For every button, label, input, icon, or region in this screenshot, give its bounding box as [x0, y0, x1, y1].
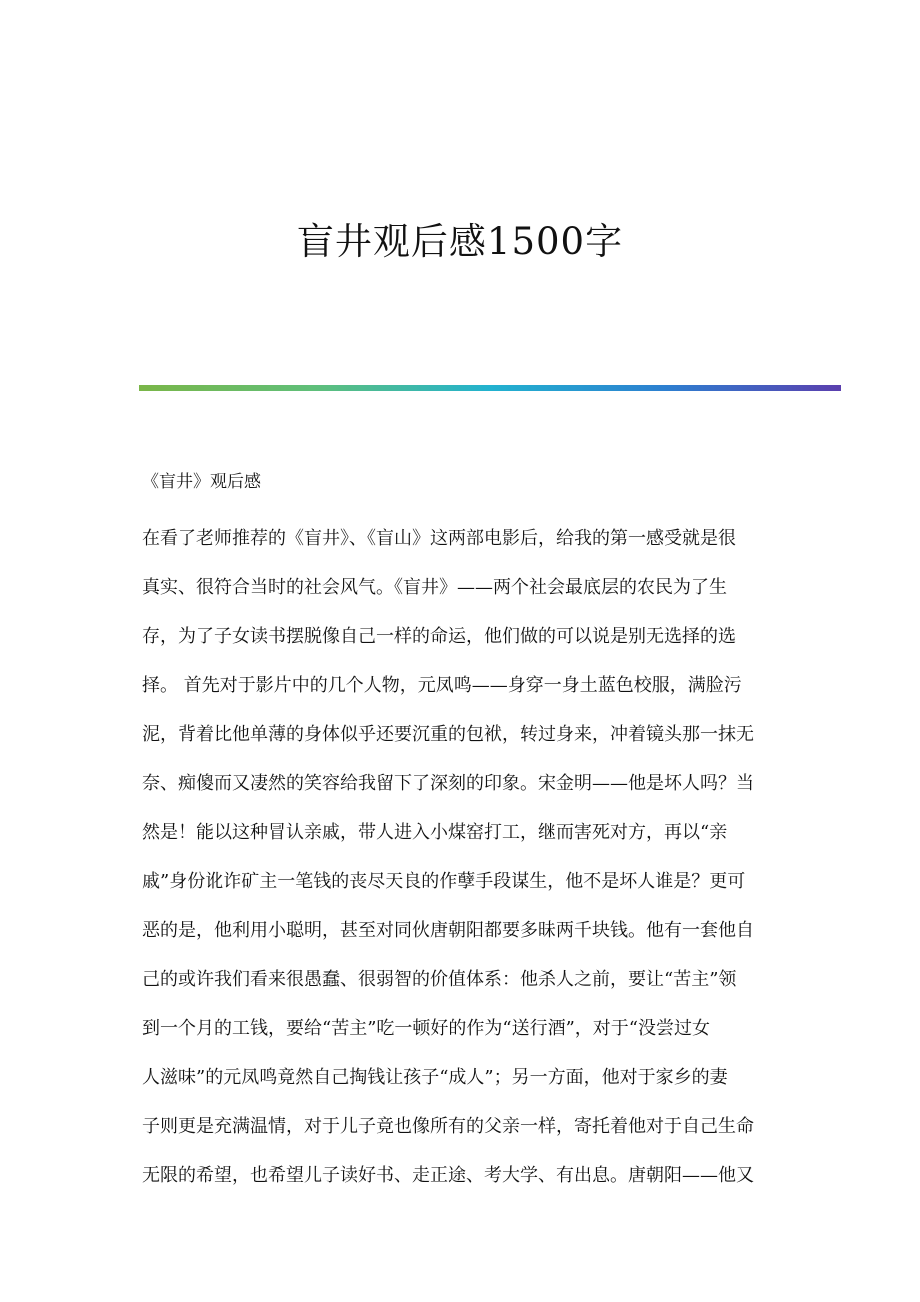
decorative-gradient-rule	[139, 385, 841, 391]
text-line: 己的或许我们看来很愚蠢、很弱智的价值体系：他杀人之前，要让“苦主”领	[142, 969, 737, 990]
text-line: 在看了老师推荐的《盲井》、《盲山》这两部电影后，给我的第一感受就是很	[142, 528, 736, 549]
text-line: 奈、痴傻而又凄然的笑容给我留下了深刻的印象。宋金明——他是坏人吗？当	[142, 773, 754, 794]
text-line: 存，为了子女读书摆脱像自己一样的命运，他们做的可以说是别无选择的选	[142, 626, 736, 647]
body-paragraph	[142, 522, 782, 1208]
text-line: 恶的是，他利用小聪明，甚至对同伙唐朝阳都要多昧两千块钱。他有一套他自	[142, 920, 754, 941]
text-line: 无限的希望，也希望儿子读好书、走正途、考大学、有出息。唐朝阳——他又	[142, 1165, 754, 1186]
text-line: 真实、很符合当时的社会风气。《盲井》——两个社会最底层的农民为了生	[142, 577, 727, 598]
text-line: 子则更是充满温情，对于儿子竟也像所有的父亲一样，寄托着他对于自己生命	[142, 1116, 754, 1137]
text-line: 泥，背着比他单薄的身体似乎还要沉重的包袱，转过身来，冲着镜头那一抹无	[142, 724, 754, 745]
document-title: 盲井观后感1500字	[296, 220, 624, 263]
text-line: 然是！能以这种冒认亲戚，带人进入小煤窑打工，继而害死对方，再以“亲	[142, 822, 728, 843]
text-line: 择。 首先对于影片中的几个人物，元凤鸣——身穿一身土蓝色校服，满脸污	[142, 675, 742, 696]
text-line: 人滋味”的元凤鸣竟然自己掏钱让孩子“成人”；另一方面，他对于家乡的妻	[142, 1067, 728, 1088]
text-line: 到一个月的工钱，要给“苦主”吃一顿好的作为“送行酒”，对于“没尝过女	[142, 1018, 711, 1039]
text-line: 戚”身份讹诈矿主一笔钱的丧尽天良的作孽手段谋生，他不是坏人谁是？更可	[142, 871, 746, 892]
section-subtitle: 《盲井》观后感	[142, 472, 261, 492]
